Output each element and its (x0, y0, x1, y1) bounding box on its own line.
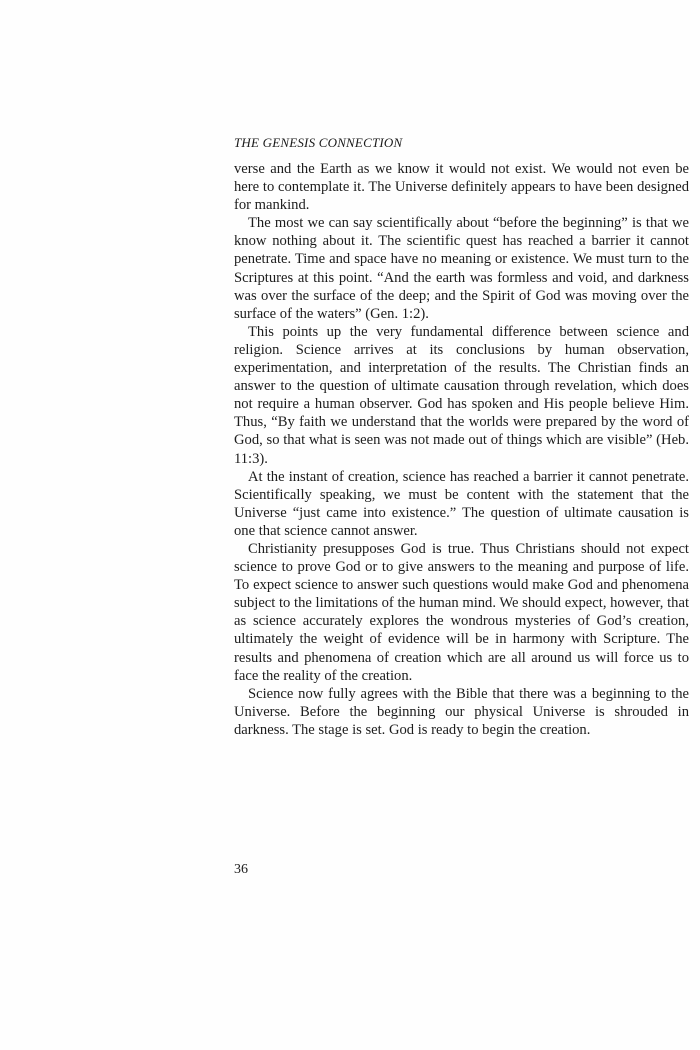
body-text (234, 160, 689, 739)
paragraph: Science now fully agrees with the Bible that there was a beginning to the Universe. Before the beginning our physical Universe is shrouded in darkness. The stage is set. God is ready to begin the creation. (234, 685, 689, 738)
running-title: THE GENESIS CONNECTION (234, 135, 403, 150)
paragraph: verse and the Earth as we know it would not exist. We would not even be here to contemplate it. The Universe definitely appears to have been designed for mankind. (234, 161, 689, 214)
paragraph: The most we can say scientifically about “before the beginning” is that we know nothing about it. The scientific quest has reached a barrier it cannot penetrate. Time and space have no meaning or existence. We must turn to the Scriptures at this point. “And the earth was formless and void, and darkness was over the surface of the deep; and the Spirit of God was moving over the surface of the waters” (Gen. 1:2). (234, 215, 689, 322)
page-number: 36 (234, 862, 248, 877)
paragraph: Christianity presupposes God is true. Thus Christians should not expect science to prove God or to give answers to the meaning and purpose of life. To expect science to answer such questions would make God and phenomena subject to the limitations of the human mind. We should expect, however, that as science accurately explores the wondrous mysteries of God’s creation, ultimately the weight of evidence will be in harmony with Scripture. The results and phenomena of creation which are all around us will force us to face the reality of the creation. (234, 540, 689, 684)
paragraph: This points up the very fundamental difference between science and religion. Science arrives at its conclusions by human observation, experimentation, and interpretation of the results. The Christian finds an answer to the question of ultimate causation through revelation, which does not require a human observer. God has spoken and His people believe Him. Thus, “By faith we understand that the worlds were prepared by the word of God, so that what is seen was not made out of things which are visible” (Heb. 11:3). (234, 323, 689, 467)
paragraph: At the instant of creation, science has reached a barrier it cannot penetrate. Scientifically speaking, we must be content with the statement that the Universe “just came into existence.” The question of ultimate causation is one that science cannot answer. (234, 468, 689, 539)
